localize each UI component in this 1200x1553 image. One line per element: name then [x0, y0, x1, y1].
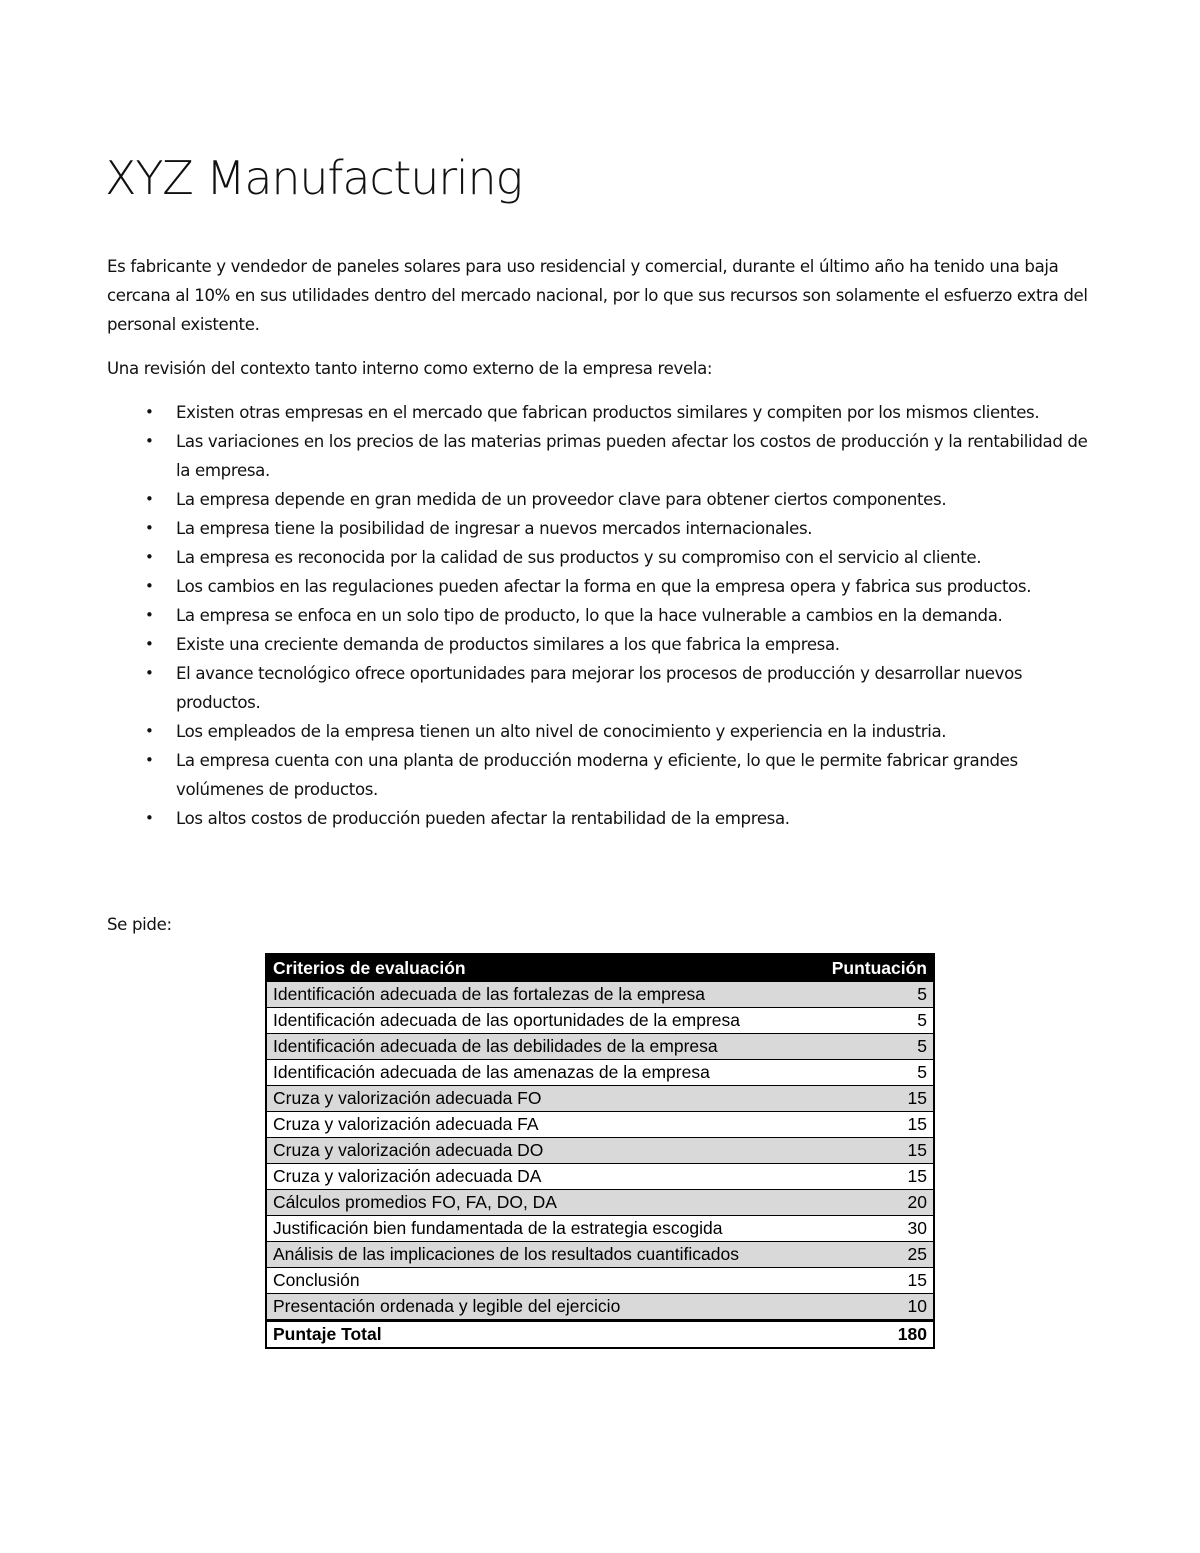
rubric-row: [267, 1086, 933, 1112]
bullet-text: La empresa se enfoca en un solo tipo de producto, lo que la hace vulnerable a cambios en la demanda.: [176, 606, 1003, 625]
bullet-text: El avance tecnológico ofrece oportunidades para mejorar los procesos de producción y desarrollar nuevos productos.: [176, 664, 1023, 712]
rubric-total-row: [267, 1320, 933, 1347]
rubric-score: 5: [917, 1036, 927, 1056]
rubric-criterion: Cruza y valorización adecuada DA: [273, 1166, 542, 1186]
context-bullet-item: [107, 601, 1097, 630]
rubric-score: 15: [907, 1166, 927, 1186]
rubric-row: [267, 1216, 933, 1242]
context-bullet-item: [107, 717, 1097, 746]
rubric-header-score: Puntuación: [831, 957, 927, 978]
rubric-score: 10: [907, 1296, 927, 1316]
rubric-total-score: 180: [897, 1324, 927, 1344]
bullet-icon: •: [145, 664, 154, 682]
rubric-row: [267, 1008, 933, 1034]
bullet-icon: •: [145, 519, 154, 537]
bullet-text: Los cambios en las regulaciones pueden afectar la forma en que la empresa opera y fabrica sus productos.: [176, 577, 1032, 596]
context-bullet-item: [107, 572, 1097, 601]
rubric-criterion: Justificación bien fundamentada de la estrategia escogida: [273, 1218, 723, 1238]
rubric-criterion: Identificación adecuada de las oportunidades de la empresa: [273, 1010, 740, 1030]
bullet-icon: •: [145, 722, 154, 740]
context-bullet-item: [107, 746, 1097, 804]
context-bullet-item: [107, 398, 1097, 427]
bullet-icon: •: [145, 606, 154, 624]
rubric-row: [267, 1112, 933, 1138]
rubric-criterion: Presentación ordenada y legible del ejercicio: [273, 1296, 621, 1316]
bullet-icon: •: [145, 751, 154, 769]
rubric-row: [267, 982, 933, 1008]
rubric-score: 15: [907, 1270, 927, 1290]
rubric-score: 20: [907, 1192, 927, 1212]
rubric-row: [267, 1034, 933, 1060]
bullet-text: La empresa cuenta con una planta de producción moderna y eficiente, lo que le permite fabricar grandes volúmenes de productos.: [176, 751, 1018, 799]
rubric-row: [267, 1190, 933, 1216]
document-title: XYZ Manufacturing: [105, 151, 522, 205]
rubric-criterion: Identificación adecuada de las fortalezas de la empresa: [273, 984, 705, 1004]
rubric-criterion: Cruza y valorización adecuada FA: [273, 1114, 539, 1134]
rubric-criterion: Conclusión: [273, 1270, 360, 1290]
context-bullet-item: [107, 514, 1097, 543]
rubric-total-label: Puntaje Total: [273, 1324, 382, 1344]
bullet-icon: •: [145, 548, 154, 566]
bullet-text: La empresa es reconocida por la calidad de sus productos y su compromiso con el servicio al cliente.: [176, 548, 982, 567]
bullet-icon: •: [145, 577, 154, 595]
rubric-header-row: [267, 955, 933, 982]
rubric-row: [267, 1242, 933, 1268]
context-bullet-list: [107, 398, 1097, 833]
rubric-criterion: Cruza y valorización adecuada FO: [273, 1088, 542, 1108]
bullet-text: La empresa tiene la posibilidad de ingresar a nuevos mercados internacionales.: [176, 519, 813, 538]
bullet-text: Existen otras empresas en el mercado que fabrican productos similares y compiten por los mismos clientes.: [176, 403, 1040, 422]
bullet-icon: •: [145, 490, 154, 508]
rubric-score: 5: [917, 1010, 927, 1030]
rubric-score: 15: [907, 1114, 927, 1134]
rubric-criterion: Identificación adecuada de las debilidades de la empresa: [273, 1036, 718, 1056]
rubric-score: 15: [907, 1140, 927, 1160]
rubric-score: 5: [917, 984, 927, 1004]
rubric-score: 5: [917, 1062, 927, 1082]
bullet-icon: •: [145, 403, 154, 421]
evaluation-rubric-table: [265, 953, 935, 1349]
bullet-text: Las variaciones en los precios de las materias primas pueden afectar los costos de producción y la rentabilidad de la empresa.: [176, 432, 1088, 480]
rubric-criterion: Identificación adecuada de las amenazas de la empresa: [273, 1062, 710, 1082]
rubric-row: [267, 1294, 933, 1320]
rubric-criterion: Cálculos promedios FO, FA, DO, DA: [273, 1192, 557, 1212]
context-bullet-item: [107, 630, 1097, 659]
rubric-row: [267, 1164, 933, 1190]
context-bullet-item: [107, 485, 1097, 514]
rubric-criterion: Análisis de las implicaciones de los resultados cuantificados: [273, 1244, 739, 1264]
rubric-score: 25: [907, 1244, 927, 1264]
bullet-text: Los empleados de la empresa tienen un alto nivel de conocimiento y experiencia en la industria.: [176, 722, 947, 741]
rubric-row: [267, 1268, 933, 1294]
rubric-row: [267, 1060, 933, 1086]
context-bullet-item: [107, 543, 1097, 572]
context-bullet-item: [107, 659, 1097, 717]
rubric-header-criterion: Criterios de evaluación: [273, 957, 466, 978]
context-bullet-item: [107, 427, 1097, 485]
intro-paragraph: Es fabricante y vendedor de paneles solares para uso residencial y comercial, durante el último año ha tenido una baja cercana al 10% en sus utilidades dentro del mercado nacional, por lo que sus recursos son solamente el esfuerzo extra del personal existente.: [107, 257, 1088, 334]
task-label: Se pide:: [107, 915, 172, 934]
rubric-score: 30: [907, 1218, 927, 1238]
rubric-row: [267, 1138, 933, 1164]
rubric-score: 15: [907, 1088, 927, 1108]
bullet-icon: •: [145, 635, 154, 653]
rubric-body: [267, 982, 933, 1320]
bullet-text: Existe una creciente demanda de productos similares a los que fabrica la empresa.: [176, 635, 840, 654]
bullet-icon: •: [145, 809, 154, 827]
bullet-text: La empresa depende en gran medida de un proveedor clave para obtener ciertos componentes.: [176, 490, 947, 509]
context-lead-paragraph: Una revisión del contexto tanto interno como externo de la empresa revela:: [107, 359, 713, 378]
context-bullet-item: [107, 804, 1097, 833]
rubric-criterion: Cruza y valorización adecuada DO: [273, 1140, 544, 1160]
bullet-text: Los altos costos de producción pueden afectar la rentabilidad de la empresa.: [176, 809, 790, 828]
bullet-icon: •: [145, 432, 154, 450]
